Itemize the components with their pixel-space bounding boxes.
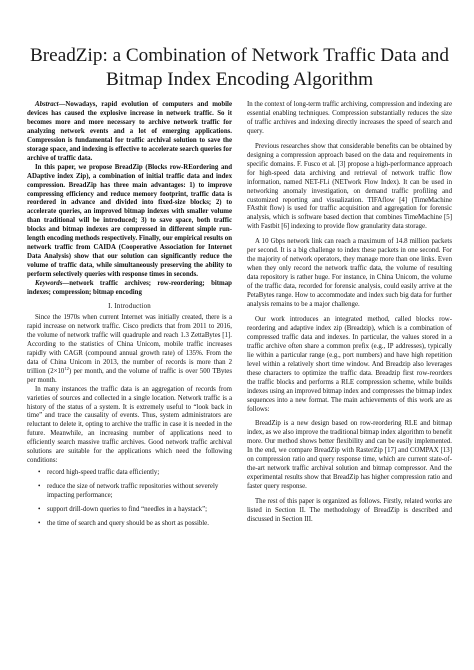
right-column bbox=[247, 101, 452, 534]
paper-title bbox=[27, 0, 452, 92]
list-item-text: reduce the size of network traffic repositories without severely impacting performance; bbox=[47, 483, 219, 500]
requirements-list bbox=[27, 469, 232, 529]
right-paragraph-3: A 10 Gbps network link can reach a maximum of 14.8 million packets per second. It is a big challenge to index these packets in one second. For the majority of network operators, they manage more than one links. Even when they only record the network traffic data, the volume of resulting data repository is rather huge. For instance, in China Unicom, the volume of the traffic data, recorded for forensic analysis, could easily arrive at the PetaBytes range. How to accommodate and index such big data for further analysis remains to be a major challenge. bbox=[247, 238, 452, 309]
abstract-label: Abstract bbox=[35, 101, 59, 108]
intro-p1-text-b: ) per month, and the volume of traffic is over 500 TBytes per month. bbox=[27, 367, 232, 384]
title-line-2: Bitmap Index Encoding Algorithm bbox=[106, 69, 373, 90]
abstract-paragraph-1 bbox=[27, 101, 232, 164]
intro-p1-exponent: 12 bbox=[64, 365, 69, 371]
left-column bbox=[27, 101, 232, 534]
two-column-body bbox=[27, 101, 452, 534]
intro-p1-text-a: Since the 1970s when current Internet was initially created, there is a rapid increase on network traffic. Cisco predicts that from 2011 to 2016, the volume of network traffic will quadruple and reach 1.3 ZettaBytes [1]. According to the statistics of China Unicom, mobile traffic increases rapidly with CAGR (compound annual growth rate) of 135%. From the data of China Unicom in 2013, the number of records is more than 2 trillion ( bbox=[27, 313, 232, 375]
list-item-text: record high-speed traffic data efficiently; bbox=[47, 469, 160, 477]
right-paragraph-6: The rest of this paper is organized as follows. Firstly, related works are listed in Section II. The methodology of BreadZip is described and discussed in Section III. bbox=[247, 498, 452, 523]
list-item bbox=[27, 506, 232, 515]
list-item-text: support drill-down queries to find “needles in a haystack”; bbox=[47, 506, 208, 514]
bullet-icon: • bbox=[38, 506, 41, 514]
bullet-icon: • bbox=[38, 469, 41, 477]
right-paragraph-1: In the context of long-term traffic archiving, compression and indexing are essential enabling techniques. Compression substantially reduces the size of traffic archives and indexing directly increases the speed of search and query. bbox=[247, 101, 452, 135]
list-item bbox=[27, 469, 232, 478]
intro-paragraph-2: In many instances the traffic data is an aggregation of records from varieties of sources and collected in a single location. Network traffic is a history of the status of a system. It is extremely useful to “look back in time” and trace the causality of events. Thus, system administrators are reluctant to delete it, opting to archive the traffic in case it is needed in the future. Meanwhile, an increasing number of applications need to efficiently search massive traffic archives. Good network traffic archival solutions are suitable for the applications which need the following conditions: bbox=[27, 385, 232, 465]
right-paragraph-5: BreadZip is a new design based on row-reordering RLE and bitmap index, as we also improve the traditional bitmap index algorithm to benefit more. Our method shows better flexibility and can be easily implemented. In the end, we compare BreadZip with RasterZip [17] and COMPAX [13] on compression ratio and query response time, which are current state-of-the-art network traffic archival solution and bitmap compressor. And the experimental results show that BreadZip has higher compression ratio and faster query response. bbox=[247, 420, 452, 491]
right-paragraph-4: Our work introduces an integrated method, called blocks row-reordering and adaptive index zip (Breadzip), which is a combination of compressed traffic data and indexes. In particular, the values stored in a traffic archive often share a common prefix (e.g., IP addresses), typically lie within a particular range (e.g., port numbers) and have high repetition level within a relatively short time window. And Breadzip also leverages these characters to optimize the traffic data. Breadzip first row-reorders the traffic blocks and performs a RLE compression scheme, while builds indexes using an improved bitmap index and compresses the bitmap index sequences into a new format. The main achievements of this work are as follows: bbox=[247, 315, 452, 413]
intro-p1-math: 2×10 bbox=[50, 367, 65, 375]
abstract-paragraph-2: In this paper, we propose BreadZip (Blocks row-REordering and ADaptive index Zip), a combination of initial traffic data and index compression. BreadZip has three main advantages: 1) to improve compressing efficiency and reduce memory footprint, traffic data is reordered in advance and divided into fixed-size blocks; 2) to accelerate queries, an improved bitmap indexes with smaller volume than traditional will be introduced; 3) to save space, both traffic blocks and bitmap indexes are compressed in different simple run-length encoding methods respectively. Finally, our empirical results on network traffic from CAIDA (Cooperative Association for Internet Data Analysis) show that our solution can significantly reduce the volume of traffic data, while simultaneously preserving the ability to perform selectively queries with response times in seconds. bbox=[27, 163, 232, 279]
bullet-icon: • bbox=[38, 483, 41, 491]
keywords-label: Keywords bbox=[35, 280, 63, 288]
abstract bbox=[27, 101, 232, 280]
title-line-1: BreadZip: a Combination of Network Traffic Data and bbox=[29, 45, 449, 66]
list-item bbox=[27, 483, 232, 501]
intro-paragraph-1 bbox=[27, 314, 232, 386]
keywords bbox=[27, 280, 232, 298]
abstract-text-1: —Nowadays, rapid evolution of computers and mobile devices has caused the explosive increase in network traffic. So it becomes more and more necessary to archive network traffic for analyzing network events and a lot of emerging applications. Compression is fundamental for traffic archival solution to save the storage space, and indexing is effective to accelerate search queries for archive of traffic data. bbox=[27, 101, 232, 162]
section-heading-introduction: I. Introduction bbox=[108, 302, 151, 310]
bullet-icon: • bbox=[38, 519, 41, 527]
list-item bbox=[27, 520, 232, 529]
right-paragraph-2: Previous researches show that considerable benefits can be obtained by designing a compression approach based on the data and requirements in specific domains. F. Fusco et al. [3] propose a high-performance approach for high-speed data archiving and retrieval of network traffic flow information, named NET-FLi (NETwork Flow Index). It can be used in networking anomaly investigation, on demand traffic profiling and customized reporting and visualization. TIFAflow [4] (TimeMachine FAsthit flow) is used for traffic acquisition and aggregation for forensic analysis, which is software based dection that combines TimeMachine [5] with Fastbit [6] indexing to provide flow granularity data storage. bbox=[247, 142, 452, 231]
list-item-text: the time of search and query should be as short as possible. bbox=[47, 519, 209, 527]
keywords-text: —network traffic archives; row-reordering; bitmap indexes; compression; bitmap encoding bbox=[27, 280, 232, 297]
